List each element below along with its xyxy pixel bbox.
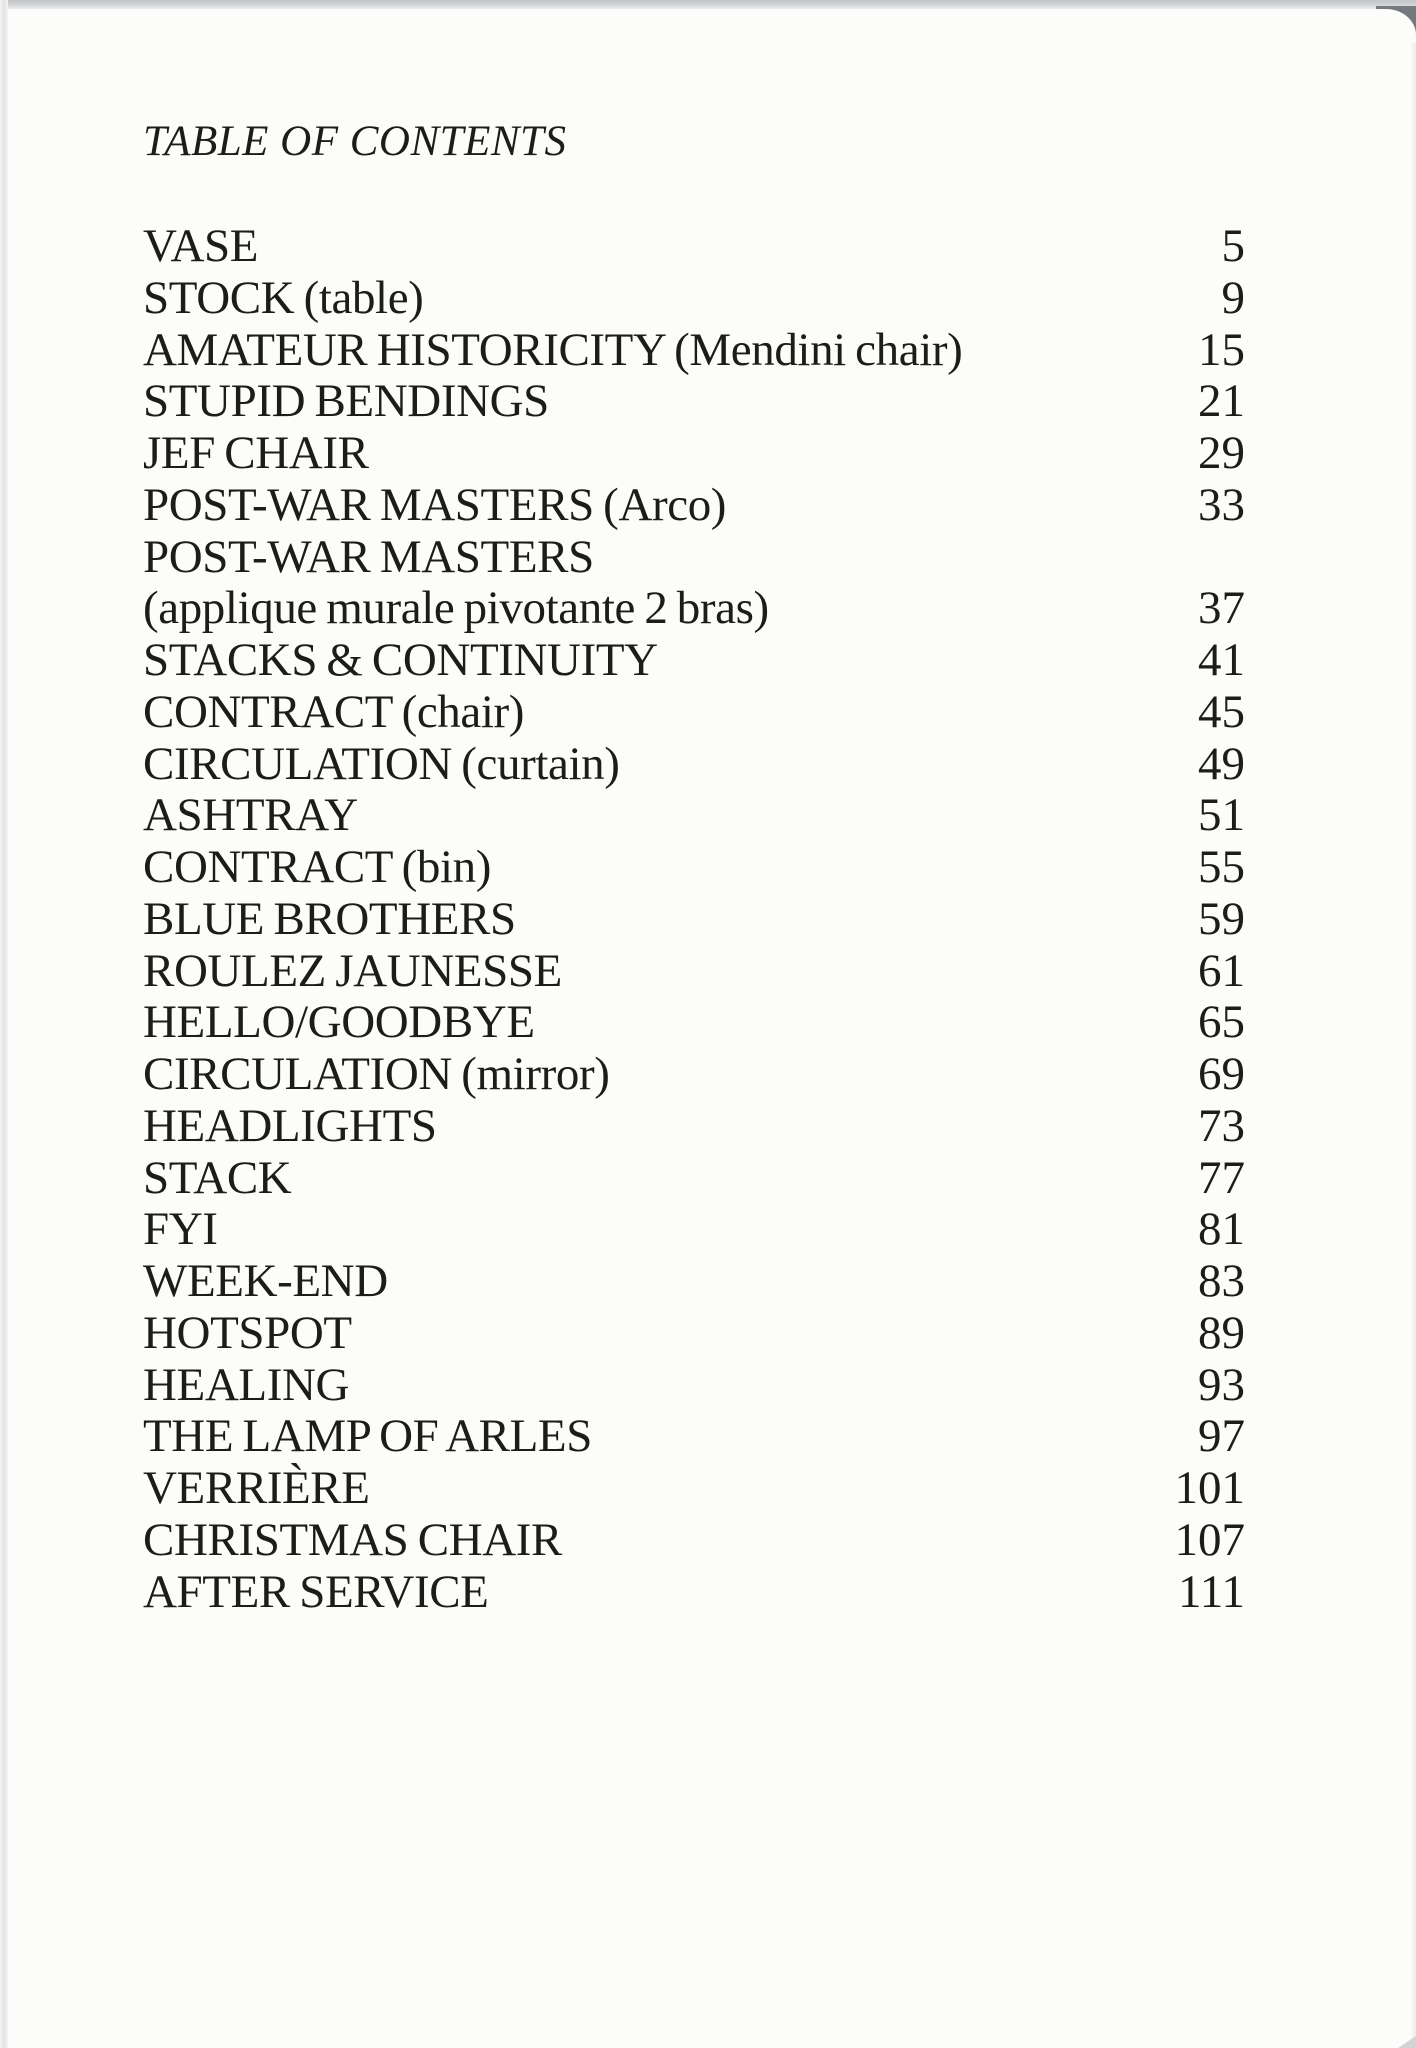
toc-page-number: 51 (1198, 789, 1245, 842)
page-title: TABLE OF CONTENTS (143, 118, 567, 165)
toc-row (143, 532, 1245, 584)
toc-entry-label: AMATEUR HISTORICITY (Mendini chair) (143, 323, 963, 376)
toc-entry-label: WEEK-END (143, 1255, 388, 1307)
toc-page-number: 93 (1198, 1358, 1245, 1411)
toc-page-number: 55 (1198, 841, 1245, 893)
toc-page-number: 37 (1198, 582, 1245, 635)
toc-entry-label: POST-WAR MASTERS (Arco) (143, 478, 727, 531)
toc-page-number: 49 (1198, 737, 1245, 790)
toc-row (143, 946, 1245, 998)
toc-entry-label: THE LAMP OF ARLES (143, 1410, 592, 1463)
toc-page-number: 15 (1198, 323, 1245, 376)
toc-row (143, 1308, 1245, 1360)
toc-page-number: 5 (1221, 220, 1245, 272)
toc-row (143, 1360, 1245, 1412)
toc-entry-label: HOTSPOT (143, 1306, 352, 1359)
toc-row (143, 997, 1245, 1049)
toc-entry-label: AFTER SERVICE (143, 1565, 489, 1618)
toc-row (143, 376, 1245, 428)
toc-row (143, 273, 1245, 325)
toc-entry-label: STUPID BENDINGS (143, 375, 549, 428)
toc-page-number: 83 (1198, 1255, 1245, 1307)
toc-row (143, 428, 1245, 480)
toc-page-number: 97 (1198, 1410, 1245, 1463)
toc-entry-label: CONTRACT (bin) (143, 841, 491, 893)
toc-page-number: 59 (1198, 892, 1245, 945)
toc-row (143, 635, 1245, 687)
toc-page-number: 61 (1198, 944, 1245, 997)
toc-row (143, 221, 1245, 273)
toc-entry-label: CONTRACT (chair) (143, 685, 525, 738)
toc-entry-label: JEF CHAIR (143, 427, 369, 479)
toc-page-number: 69 (1198, 1048, 1245, 1100)
toc-row (143, 1153, 1245, 1205)
toc-page-number: 29 (1198, 427, 1245, 479)
toc-entry-label: CIRCULATION (mirror) (143, 1048, 610, 1100)
toc-entry-label: VERRIÈRE (143, 1462, 370, 1514)
toc-row (143, 1049, 1245, 1101)
scan-edge-right (1410, 9, 1416, 2048)
toc-row (143, 1204, 1245, 1256)
toc-page-number: 33 (1198, 478, 1245, 531)
toc-row (143, 1463, 1245, 1515)
toc-entry-label: VASE (143, 220, 259, 272)
toc-row (143, 325, 1245, 377)
toc-entry-label: HELLO/GOODBYE (143, 996, 535, 1049)
toc-row (143, 894, 1245, 946)
toc-entry-label: BLUE BROTHERS (143, 892, 516, 945)
toc-row (143, 842, 1245, 894)
toc-row (143, 687, 1245, 739)
toc-page-number: 89 (1198, 1306, 1245, 1359)
toc-row (143, 480, 1245, 532)
toc-page-number: 73 (1198, 1099, 1245, 1152)
toc-page-number: 21 (1198, 375, 1245, 428)
toc-page-number: 111 (1177, 1565, 1245, 1618)
toc-row (143, 1567, 1245, 1619)
toc-entry-label: HEALING (143, 1358, 350, 1411)
toc-page-number: 77 (1198, 1151, 1245, 1204)
toc-entry-label: ASHTRAY (143, 789, 358, 842)
scan-edge-left (0, 0, 8, 2048)
toc-row (143, 1256, 1245, 1308)
toc-entry-label: (applique murale pivotante 2 bras) (143, 582, 769, 635)
toc-row (143, 583, 1245, 635)
toc-page-number: 45 (1198, 685, 1245, 738)
toc-entry-label: FYI (143, 1203, 218, 1256)
toc-row (143, 790, 1245, 842)
toc-page-number: 107 (1174, 1513, 1245, 1566)
toc-entry-label: POST-WAR MASTERS (143, 530, 594, 583)
toc-page-number: 9 (1221, 271, 1245, 324)
table-of-contents (143, 221, 1245, 1618)
toc-row (143, 1411, 1245, 1463)
toc-entry-label: ROULEZ JAUNESSE (143, 944, 562, 997)
toc-page-number: 81 (1198, 1203, 1245, 1256)
toc-entry-label: CHRISTMAS CHAIR (143, 1513, 562, 1566)
toc-entry-label: STACK (143, 1151, 292, 1204)
toc-entry-label: CIRCULATION (curtain) (143, 737, 620, 790)
toc-entry-label: STACKS & CONTINUITY (143, 634, 658, 686)
toc-row (143, 739, 1245, 791)
toc-page-number: 65 (1198, 996, 1245, 1049)
toc-page-number: 101 (1174, 1462, 1245, 1514)
toc-entry-label: STOCK (table) (143, 271, 424, 324)
toc-row (143, 1515, 1245, 1567)
scan-edge-top (0, 0, 1416, 9)
toc-page-number: 41 (1198, 634, 1245, 686)
toc-entry-label: HEADLIGHTS (143, 1099, 437, 1152)
page-corner-mark (1398, 2036, 1416, 2048)
toc-row (143, 1101, 1245, 1153)
